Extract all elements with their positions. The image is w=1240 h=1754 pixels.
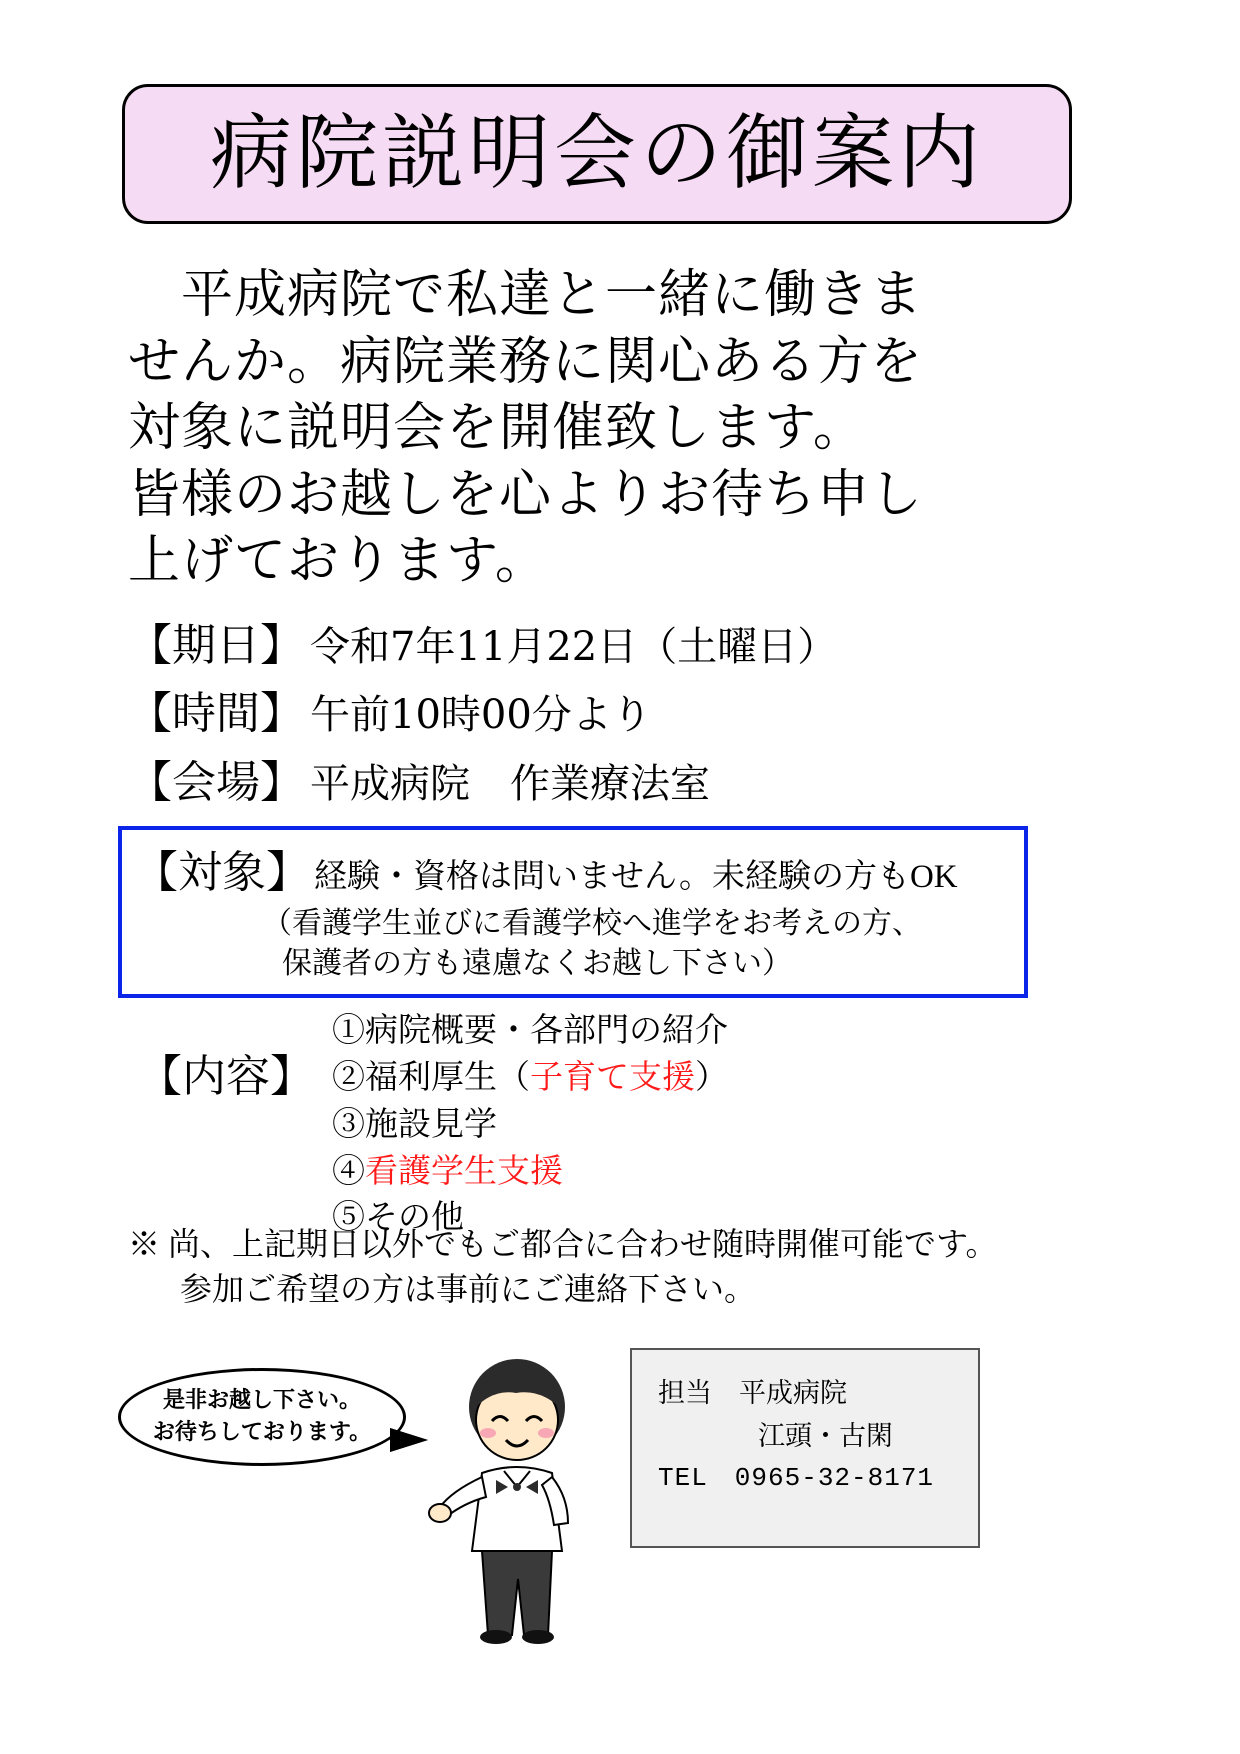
note-line-1: ※ 尚、上記期日以外でもご都合に合わせ随時開催可能です。 [128,1226,998,1262]
mascot-trousers-icon [482,1551,552,1635]
speech-bubble-line-2: お待ちしております。 [152,1420,372,1445]
mascot-hand-left-icon [429,1504,451,1522]
contents-item-2-head: ②福利厚生（ [332,1059,530,1096]
contents-list [332,1008,728,1242]
intro-line-4: 皆様のお越しを心よりお待ち申し [128,464,924,525]
mascot-shoe-right-icon [522,1630,554,1644]
detail-row-date [128,615,1108,677]
page-title: 病院説明会の御案内 [209,106,984,201]
mascot-cheek-left-icon [480,1428,496,1438]
intro-paragraph [128,262,1088,595]
contents-label: 【内容】 [138,1052,314,1101]
target-label: 【対象】 [134,848,310,897]
intro-line-5: 上げております。 [128,531,548,592]
contents-item-3: ③施設見学 [332,1106,497,1143]
target-sub-text [134,904,1014,983]
detail-value-time: 午前10時00分より [310,692,652,739]
detail-label-date: 【期日】 [128,620,304,671]
event-details [128,615,1108,820]
contact-line-1: 担当 平成病院 [658,1378,847,1408]
contents-item-4-head: ④ [332,1153,365,1190]
note-line-2: 参加ご希望の方は事前にご連絡下さい。 [180,1271,757,1308]
mascot-cheek-right-icon [538,1428,554,1438]
speech-bubble [118,1368,406,1466]
mascot-bowtie-knot-icon [513,1483,521,1491]
title-banner [122,84,1072,224]
mascot-illustration [420,1345,610,1645]
detail-row-time [128,683,1108,745]
detail-row-venue [128,752,1108,814]
target-main-text: 経験・資格は問いません。未経験の方もOK [314,859,958,895]
speech-bubble-line-1: 是非お越し下さい。 [162,1388,361,1414]
intro-line-3: 対象に説明会を開催致します。 [128,398,866,459]
target-main-line [134,836,1014,900]
intro-line-2: せんか。病院業務に関心ある方を [128,331,924,392]
contents-item-4 [332,1149,728,1196]
detail-value-venue: 平成病院 作業療法室 [310,760,710,807]
contact-tel: TEL 0965-32-8171 [658,1463,935,1494]
mascot-shoe-left-icon [480,1630,512,1644]
contents-item-2 [332,1055,728,1102]
target-sub-line-1: （看護学生並びに看護学校へ進学をお考えの方、 [262,907,922,940]
contents-item-2-tail: ） [695,1059,728,1096]
note-section [128,1222,1088,1313]
contact-box [630,1348,980,1548]
contact-line-2: 江頭・古閑 [758,1421,893,1452]
contents-section [138,1008,1038,1242]
target-audience-box [118,826,1028,998]
detail-value-date: 令和7年11月22日（土曜日） [310,624,838,670]
contents-item-4-highlight: 看護学生支援 [365,1153,563,1190]
contents-item-5: ⑤その他 [332,1200,464,1237]
target-sub-line-2: 保護者の方も遠慮なくお越し下さい） [282,946,792,980]
intro-line-1: 平成病院で私達と一緒に働きま [128,265,924,325]
contents-item-2-highlight: 子育て支援 [530,1059,695,1096]
contents-item-1: ①病院概要・各部門の紹介 [332,1013,728,1049]
detail-label-time: 【時間】 [128,688,304,740]
detail-label-venue: 【会場】 [128,756,304,808]
